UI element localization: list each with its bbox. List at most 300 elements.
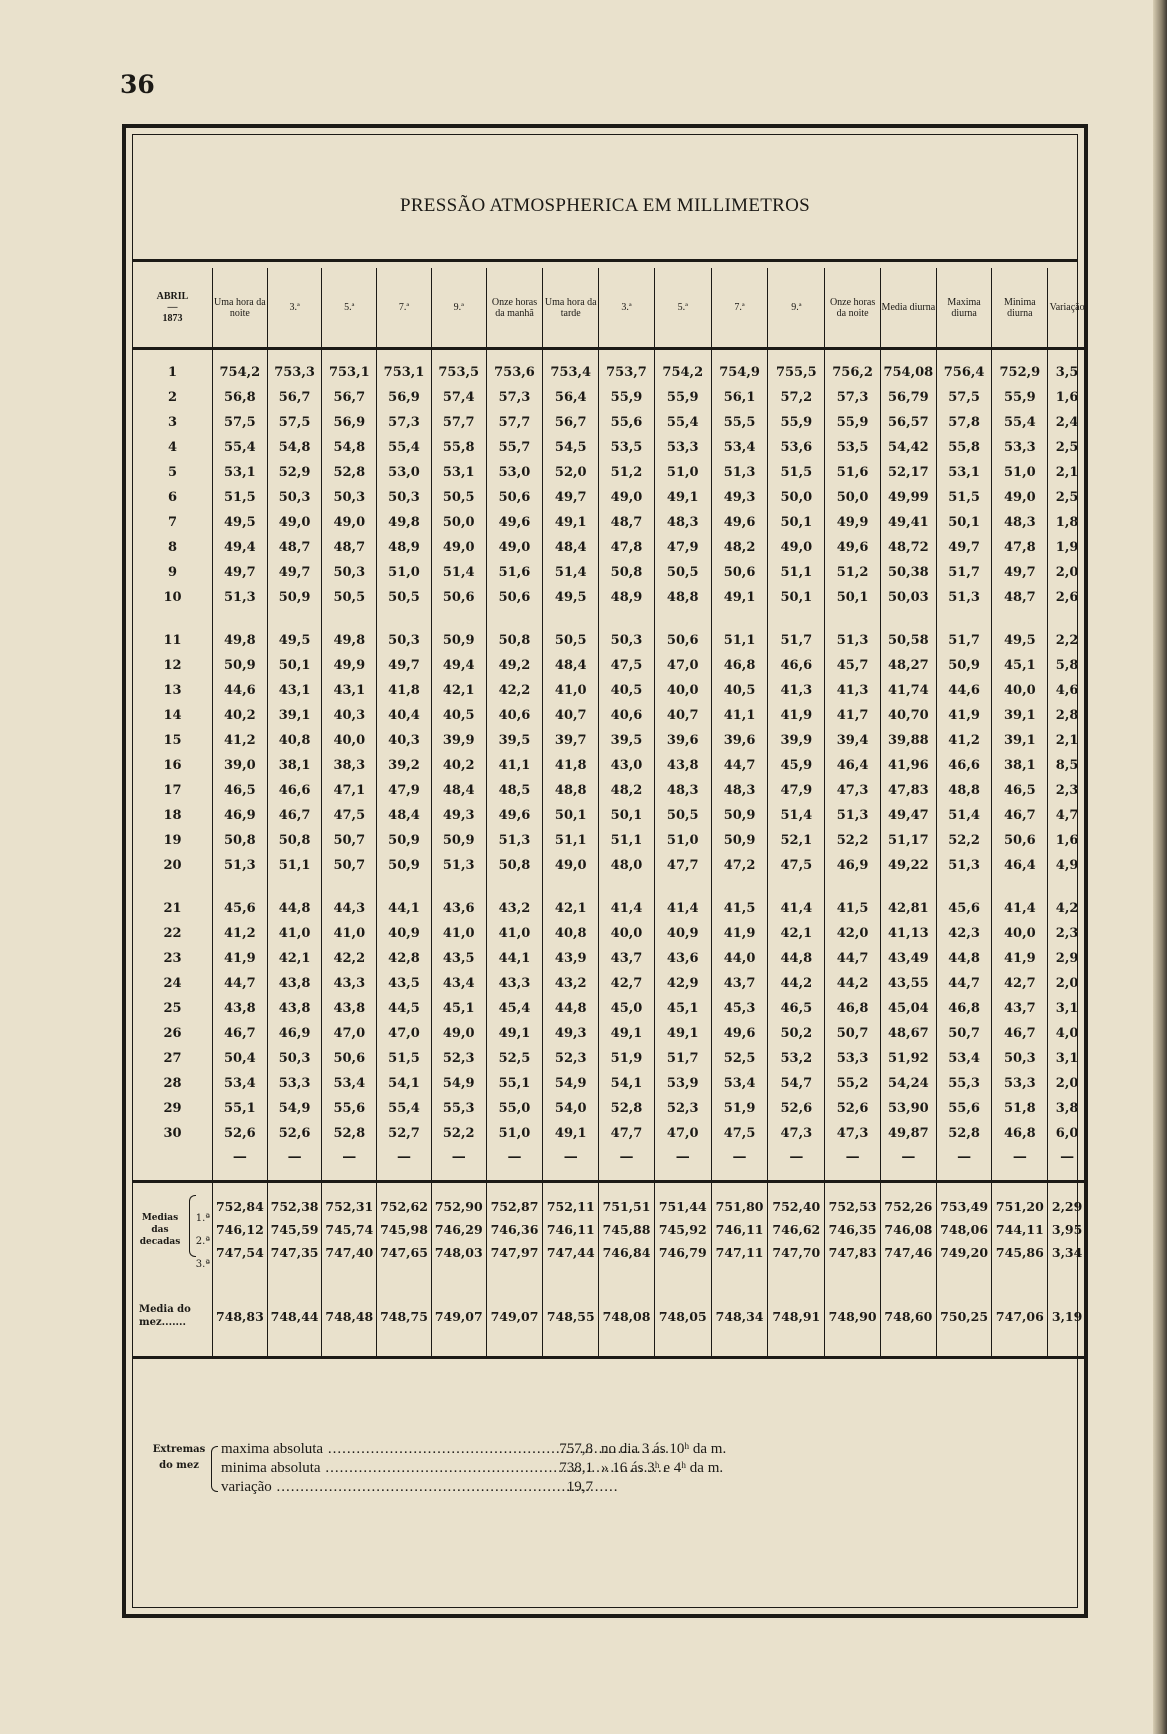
pressure-cell: 54,8 — [267, 435, 322, 460]
dash-cell: — — [377, 1146, 432, 1180]
pressure-cell: 50,3 — [599, 628, 655, 653]
pressure-cell: 39,1 — [267, 703, 322, 728]
day-number: 23 — [163, 951, 182, 966]
pressure-cell: 41,3 — [768, 678, 825, 703]
pressure-cell: 55,9 — [654, 385, 711, 410]
day-row — [133, 510, 1086, 535]
decade-mean-cell: 746,79 — [654, 1241, 711, 1276]
day-number: 19 — [163, 833, 182, 848]
pressure-cell: 49,0 — [543, 853, 599, 896]
pressure-cell: 45,1 — [992, 653, 1048, 678]
pressure-cell: 753,7 — [599, 349, 655, 386]
pressure-cell: 57,2 — [768, 385, 825, 410]
pressure-cell: 48,5 — [486, 778, 543, 803]
pressure-cell: 50,0 — [768, 485, 825, 510]
month-mean-cell: 748,83 — [213, 1276, 268, 1358]
pressure-cell: 50,1 — [267, 653, 322, 678]
pressure-cell: 55,4 — [992, 410, 1048, 435]
pressure-cell: 52,6 — [825, 1096, 881, 1121]
pressure-cell: 45,3 — [711, 996, 768, 1021]
day-row — [133, 946, 1086, 971]
pressure-cell: 49,7 — [543, 485, 599, 510]
pressure-cell: 53,90 — [880, 1096, 936, 1121]
pressure-cell: 49,2 — [486, 653, 543, 678]
pressure-cell: 46,8 — [711, 653, 768, 678]
extreme-label: minima absoluta ..... — [221, 1459, 553, 1477]
pressure-cell: 51,0 — [654, 828, 711, 853]
extreme-note: » 16 ás 3ʰ e 4ʰ da m. — [601, 1460, 724, 1476]
pressure-cell: 754,2 — [654, 349, 711, 386]
pressure-cell: 40,2 — [213, 703, 268, 728]
pressure-cell: 55,9 — [992, 385, 1048, 410]
pressure-cell: 49,1 — [486, 1021, 543, 1046]
pressure-cell: 42,2 — [486, 678, 543, 703]
pressure-cell: 52,8 — [322, 460, 377, 485]
pressure-cell: 4,6 — [1048, 678, 1086, 703]
decade-mean-cell: 3,34 — [1048, 1241, 1086, 1276]
pressure-cell: 55,6 — [322, 1096, 377, 1121]
pressure-cell: 49,99 — [880, 485, 936, 510]
pressure-cell: 41,2 — [213, 921, 268, 946]
pressure-cell: 50,58 — [880, 628, 936, 653]
dash-cell: — — [711, 1146, 768, 1180]
pressure-cell: 46,7 — [992, 803, 1048, 828]
pressure-cell: 49,41 — [880, 510, 936, 535]
pressure-cell: 2,9 — [1048, 946, 1086, 971]
pressure-cell: 753,1 — [322, 349, 377, 386]
pressure-cell: 50,3 — [322, 560, 377, 585]
pressure-cell: 52,5 — [711, 1046, 768, 1071]
pressure-cell: 55,9 — [825, 410, 881, 435]
pressure-cell: 51,17 — [880, 828, 936, 853]
pressure-cell: 41,0 — [322, 921, 377, 946]
pressure-cell: 49,9 — [322, 653, 377, 678]
decade-mean-cell: 752,90 — [431, 1182, 486, 1219]
dash-cell: — — [768, 1146, 825, 1180]
pressure-cell: 40,2 — [431, 753, 486, 778]
pressure-cell: 49,22 — [880, 853, 936, 896]
day-number: 7 — [167, 515, 178, 530]
pressure-cell: 3,5 — [1048, 349, 1086, 386]
pressure-cell: 51,4 — [768, 803, 825, 828]
pressure-cell: 43,9 — [543, 946, 599, 971]
pressure-cell: 49,8 — [322, 628, 377, 653]
table-title: PRESSÃO ATMOSPHERICA EM MILLIMETROS — [399, 195, 811, 216]
pressure-cell: 2,8 — [1048, 703, 1086, 728]
table-body — [133, 349, 1086, 1358]
column-header: Variação — [1048, 268, 1086, 349]
dash-cell — [133, 1146, 213, 1180]
pressure-cell: 54,24 — [880, 1071, 936, 1096]
pressure-cell: 42,1 — [768, 921, 825, 946]
pressure-cell: 51,6 — [825, 460, 881, 485]
pressure-cell: 51,5 — [768, 460, 825, 485]
pressure-cell: 51,2 — [599, 460, 655, 485]
pressure-cell: 49,8 — [213, 628, 268, 653]
month-mean-cell: 748,44 — [267, 1276, 322, 1358]
day-number: 6 — [167, 490, 178, 505]
pressure-cell: 49,1 — [599, 1021, 655, 1046]
pressure-cell: 53,3 — [654, 435, 711, 460]
extreme-row — [221, 1478, 601, 1496]
pressure-cell: 39,5 — [599, 728, 655, 753]
day-number: 10 — [163, 590, 182, 605]
month-mean-cell: 748,75 — [377, 1276, 432, 1358]
page-edge — [1153, 0, 1167, 1734]
pressure-cell: 51,1 — [768, 560, 825, 585]
pressure-cell: 39,2 — [377, 753, 432, 778]
month-mean-cell: 748,05 — [654, 1276, 711, 1358]
pressure-cell: 50,1 — [825, 585, 881, 628]
pressure-cell: 50,1 — [768, 585, 825, 628]
pressure-cell: 52,3 — [543, 1046, 599, 1071]
dash-row — [133, 1146, 1086, 1180]
pressure-cell: 42,81 — [880, 896, 936, 921]
column-header: 7.ª — [711, 268, 768, 349]
pressure-cell: 40,8 — [543, 921, 599, 946]
pressure-cell: 50,5 — [543, 628, 599, 653]
day-number: 20 — [163, 858, 182, 873]
pressure-cell: 50,0 — [431, 510, 486, 535]
pressure-cell: 3,1 — [1048, 1046, 1086, 1071]
pressure-cell: 44,1 — [377, 896, 432, 921]
pressure-cell: 52,0 — [543, 460, 599, 485]
column-header: 3.ª — [599, 268, 655, 349]
decade-number: 2.ª — [195, 1235, 210, 1247]
decade-mean-cell: 752,40 — [768, 1182, 825, 1219]
pressure-cell: 54,1 — [599, 1071, 655, 1096]
day-row — [133, 535, 1086, 560]
pressure-cell: 48,3 — [992, 510, 1048, 535]
pressure-cell: 43,3 — [486, 971, 543, 996]
decade-mean-cell: 747,40 — [322, 1241, 377, 1276]
column-header: Uma hora da tarde — [543, 268, 599, 349]
pressure-cell: 38,1 — [267, 753, 322, 778]
pressure-cell: 51,4 — [936, 803, 992, 828]
pressure-cell: 51,2 — [825, 560, 881, 585]
pressure-cell: 49,3 — [711, 485, 768, 510]
pressure-cell: 39,9 — [431, 728, 486, 753]
pressure-cell: 51,5 — [377, 1046, 432, 1071]
dash-cell: — — [992, 1146, 1048, 1180]
pressure-cell: 53,4 — [711, 435, 768, 460]
day-number: 28 — [163, 1076, 182, 1091]
pressure-cell: 52,7 — [377, 1121, 432, 1146]
pressure-cell: 49,0 — [486, 535, 543, 560]
dash-cell: — — [599, 1146, 655, 1180]
decade-mean-cell: 752,53 — [825, 1182, 881, 1219]
pressure-cell: 48,67 — [880, 1021, 936, 1046]
day-number: 2 — [167, 390, 178, 405]
pressure-cell: 51,3 — [486, 828, 543, 853]
pressure-cell: 40,0 — [992, 921, 1048, 946]
pressure-cell: 53,4 — [711, 1071, 768, 1096]
month-mean-cell: 747,06 — [992, 1276, 1048, 1358]
decade-mean-cell: 752,84 — [213, 1182, 268, 1219]
pressure-cell: 50,9 — [431, 628, 486, 653]
decade-mean-cell: 751,44 — [654, 1182, 711, 1219]
pressure-cell: 54,9 — [431, 1071, 486, 1096]
column-header: 5.ª — [654, 268, 711, 349]
pressure-cell: 41,5 — [711, 896, 768, 921]
pressure-cell: 48,8 — [543, 778, 599, 803]
pressure-cell: 40,4 — [377, 703, 432, 728]
day-number: 18 — [163, 808, 182, 823]
day-row — [133, 628, 1086, 653]
pressure-cell: 55,5 — [711, 410, 768, 435]
pressure-cell: 2,6 — [1048, 585, 1086, 628]
pressure-cell: 55,3 — [936, 1071, 992, 1096]
dash-cell: — — [431, 1146, 486, 1180]
pressure-cell: 50,7 — [322, 853, 377, 896]
day-row — [133, 653, 1086, 678]
pressure-cell: 48,72 — [880, 535, 936, 560]
decade-mean-cell: 745,98 — [377, 1218, 432, 1241]
pressure-cell: 50,4 — [213, 1046, 268, 1071]
pressure-cell: 53,0 — [377, 460, 432, 485]
pressure-cell: 40,70 — [880, 703, 936, 728]
pressure-cell: 52,17 — [880, 460, 936, 485]
day-row — [133, 435, 1086, 460]
pressure-cell: 52,6 — [267, 1121, 322, 1146]
pressure-cell: 57,5 — [936, 385, 992, 410]
month-mean-cell: 749,07 — [486, 1276, 543, 1358]
decade-mean-cell: 751,20 — [992, 1182, 1048, 1219]
pressure-cell: 1,8 — [1048, 510, 1086, 535]
pressure-cell: 50,3 — [377, 628, 432, 653]
pressure-cell: 52,8 — [936, 1121, 992, 1146]
decade-mean-cell: 746,08 — [880, 1218, 936, 1241]
extremes-label: Extremas do mez — [152, 1444, 206, 1471]
pressure-cell: 40,0 — [654, 678, 711, 703]
pressure-cell: 49,1 — [711, 585, 768, 628]
pressure-cell: 47,3 — [825, 1121, 881, 1146]
pressure-cell: 44,8 — [543, 996, 599, 1021]
pressure-cell: 56,9 — [377, 385, 432, 410]
pressure-cell: 51,3 — [213, 585, 268, 628]
pressure-cell: 51,0 — [992, 460, 1048, 485]
day-number: 5 — [167, 465, 178, 480]
day-row — [133, 996, 1086, 1021]
pressure-cell: 50,5 — [431, 485, 486, 510]
decades-label: Medias das decadas — [139, 1212, 181, 1247]
day-row — [133, 1096, 1086, 1121]
pressure-cell: 50,8 — [599, 560, 655, 585]
decade-mean-cell: 746,29 — [431, 1218, 486, 1241]
pressure-cell: 42,1 — [267, 946, 322, 971]
pressure-cell: 41,7 — [825, 703, 881, 728]
dash-cell: — — [880, 1146, 936, 1180]
decade-mean-cell: 746,11 — [711, 1218, 768, 1241]
dash-cell: — — [654, 1146, 711, 1180]
month-mean-row — [133, 1276, 1086, 1358]
pressure-cell: 53,3 — [825, 1046, 881, 1071]
pressure-cell: 39,88 — [880, 728, 936, 753]
pressure-cell: 754,2 — [213, 349, 268, 386]
pressure-cell: 52,6 — [768, 1096, 825, 1121]
pressure-cell: 43,6 — [431, 896, 486, 921]
pressure-cell: 41,0 — [431, 921, 486, 946]
pressure-cell: 49,5 — [543, 585, 599, 628]
dash-cell: — — [322, 1146, 377, 1180]
pressure-cell: 50,1 — [599, 803, 655, 828]
pressure-cell: 2,4 — [1048, 410, 1086, 435]
pressure-cell: 44,7 — [936, 971, 992, 996]
pressure-cell: 51,7 — [768, 628, 825, 653]
pressure-cell: 50,8 — [486, 853, 543, 896]
pressure-cell: 45,9 — [768, 753, 825, 778]
pressure-cell: 50,6 — [322, 1046, 377, 1071]
pressure-cell: 51,7 — [936, 560, 992, 585]
extreme-label: maxima absoluta ..... — [221, 1440, 553, 1458]
day-row — [133, 460, 1086, 485]
pressure-cell: 40,6 — [486, 703, 543, 728]
title-rule — [133, 259, 1077, 262]
pressure-cell: 47,0 — [654, 653, 711, 678]
pressure-cell: 40,3 — [377, 728, 432, 753]
pressure-cell: 55,8 — [936, 435, 992, 460]
pressure-cell: 46,8 — [936, 996, 992, 1021]
day-number: 21 — [163, 901, 182, 916]
pressure-cell: 52,6 — [213, 1121, 268, 1146]
pressure-cell: 43,1 — [267, 678, 322, 703]
pressure-cell: 48,7 — [322, 535, 377, 560]
decade-mean-cell: 751,51 — [599, 1182, 655, 1219]
extreme-value: 19,7 — [566, 1479, 593, 1495]
pressure-cell: 38,1 — [992, 753, 1048, 778]
pressure-cell: 49,6 — [825, 535, 881, 560]
pressure-cell: 51,1 — [543, 828, 599, 853]
pressure-cell: 50,38 — [880, 560, 936, 585]
column-header: Maxima diurna — [936, 268, 992, 349]
decade-mean-cell: 746,11 — [543, 1218, 599, 1241]
decade-mean-cell: 745,86 — [992, 1241, 1048, 1276]
pressure-cell: 41,8 — [377, 678, 432, 703]
decade-mean-cell: 745,88 — [599, 1218, 655, 1241]
pressure-cell: 57,7 — [431, 410, 486, 435]
pressure-cell: 53,2 — [768, 1046, 825, 1071]
pressure-cell: 49,0 — [599, 485, 655, 510]
pressure-cell: 41,9 — [213, 946, 268, 971]
pressure-cell: 47,3 — [825, 778, 881, 803]
pressure-cell: 51,3 — [711, 460, 768, 485]
pressure-cell: 44,3 — [322, 896, 377, 921]
pressure-cell: 2,1 — [1048, 728, 1086, 753]
pressure-cell: 40,6 — [599, 703, 655, 728]
pressure-cell: 48,9 — [599, 585, 655, 628]
decade-mean-cell: 748,06 — [936, 1218, 992, 1241]
pressure-cell: 46,9 — [267, 1021, 322, 1046]
pressure-cell: 54,9 — [267, 1096, 322, 1121]
pressure-cell: 41,3 — [825, 678, 881, 703]
pressure-cell: 51,4 — [543, 560, 599, 585]
pressure-cell: 41,9 — [992, 946, 1048, 971]
pressure-cell: 49,6 — [711, 1021, 768, 1046]
month-mean-cell: 748,34 — [711, 1276, 768, 1358]
pressure-cell: 48,2 — [711, 535, 768, 560]
table-inner-frame — [132, 134, 1085, 1608]
pressure-cell: 49,7 — [992, 560, 1048, 585]
pressure-cell: 40,7 — [654, 703, 711, 728]
decade-row — [133, 1218, 1086, 1241]
dash-cell: — — [213, 1146, 268, 1180]
pressure-cell: 8,5 — [1048, 753, 1086, 778]
month-mean-cell: 750,25 — [936, 1276, 992, 1358]
decade-mean-cell: 747,44 — [543, 1241, 599, 1276]
pressure-cell: 49,6 — [486, 510, 543, 535]
decade-mean-cell: 751,80 — [711, 1182, 768, 1219]
pressure-cell: 50,1 — [936, 510, 992, 535]
decade-mean-cell: 746,62 — [768, 1218, 825, 1241]
pressure-cell: 47,9 — [768, 778, 825, 803]
pressure-cell: 48,7 — [599, 510, 655, 535]
pressure-cell: 44,8 — [267, 896, 322, 921]
pressure-cell: 46,4 — [992, 853, 1048, 896]
extreme-value: 757,8 — [559, 1441, 593, 1457]
day-number: 1 — [167, 365, 178, 380]
pressure-cell: 41,74 — [880, 678, 936, 703]
pressure-cell: 41,0 — [543, 678, 599, 703]
pressure-cell: 47,1 — [322, 778, 377, 803]
pressure-cell: 57,3 — [377, 410, 432, 435]
pressure-cell: 49,87 — [880, 1121, 936, 1146]
pressure-cell: 52,3 — [654, 1096, 711, 1121]
pressure-cell: 53,3 — [992, 1071, 1048, 1096]
pressure-cell: 40,5 — [599, 678, 655, 703]
pressure-cell: 42,7 — [992, 971, 1048, 996]
pressure-cell: 53,1 — [213, 460, 268, 485]
pressure-cell: 54,1 — [377, 1071, 432, 1096]
pressure-cell: 41,4 — [768, 896, 825, 921]
pressure-cell: 50,6 — [654, 628, 711, 653]
pressure-cell: 49,0 — [322, 510, 377, 535]
pressure-cell: 39,7 — [543, 728, 599, 753]
column-header: Onze horas da noite — [825, 268, 881, 349]
pressure-cell: 45,4 — [486, 996, 543, 1021]
pressure-cell: 44,6 — [936, 678, 992, 703]
pressure-cell: 41,1 — [486, 753, 543, 778]
pressure-cell: 44,8 — [768, 946, 825, 971]
pressure-cell: 43,55 — [880, 971, 936, 996]
pressure-cell: 46,7 — [213, 1021, 268, 1046]
dash-cell: — — [267, 1146, 322, 1180]
pressure-cell: 56,9 — [322, 410, 377, 435]
pressure-cell: 48,9 — [377, 535, 432, 560]
pressure-cell: 50,3 — [992, 1046, 1048, 1071]
pressure-cell: 49,3 — [431, 803, 486, 828]
decade-mean-cell: 747,70 — [768, 1241, 825, 1276]
pressure-cell: 44,0 — [711, 946, 768, 971]
decade-label-cell — [133, 1241, 213, 1276]
pressure-cell: 49,0 — [267, 510, 322, 535]
pressure-cell: 43,8 — [654, 753, 711, 778]
pressure-cell: 49,7 — [936, 535, 992, 560]
pressure-cell: 2,3 — [1048, 921, 1086, 946]
pressure-table — [133, 268, 1086, 1359]
pressure-cell: 46,5 — [768, 996, 825, 1021]
pressure-cell: 51,3 — [936, 585, 992, 628]
pressure-cell: 50,9 — [377, 828, 432, 853]
pressure-cell: 51,3 — [936, 853, 992, 896]
pressure-cell: 2,0 — [1048, 560, 1086, 585]
extremes-brace — [211, 1446, 218, 1492]
day-number: 22 — [163, 926, 182, 941]
pressure-cell: 48,3 — [654, 778, 711, 803]
pressure-cell: 49,9 — [825, 510, 881, 535]
pressure-cell: 51,92 — [880, 1046, 936, 1071]
pressure-cell: 56,57 — [880, 410, 936, 435]
pressure-cell: 2,1 — [1048, 460, 1086, 485]
